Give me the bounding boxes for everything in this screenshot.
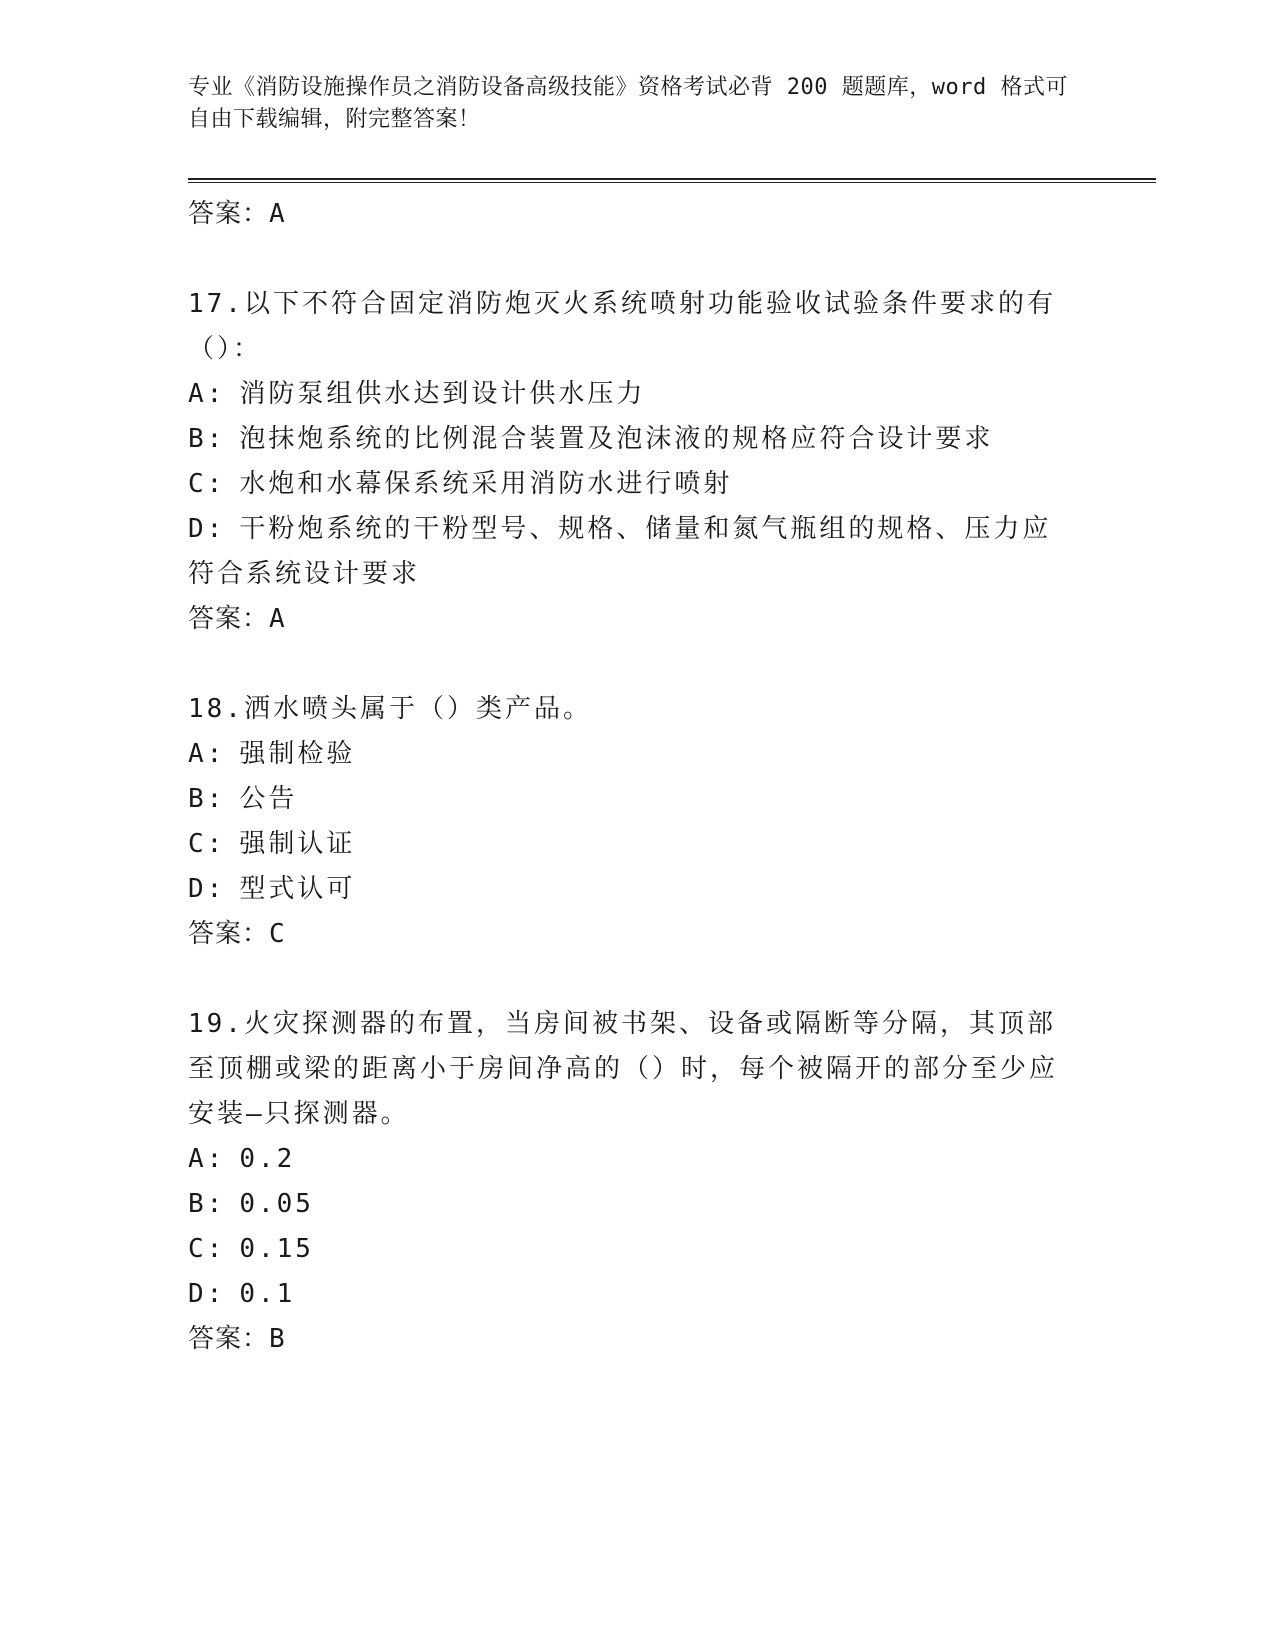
- option-a: [188, 372, 1068, 417]
- question-title: 18.洒水喷头属于（）类产品。: [188, 694, 592, 724]
- option-b: [188, 417, 1068, 462]
- question-19: [188, 1002, 1088, 1361]
- question-list: [188, 192, 1088, 1361]
- answer-line: [188, 912, 1088, 956]
- question-title: 19.火灾探测器的布置，当房间被书架、设备或隔断等分隔，其顶部至顶棚或梁的距离小于房间净高的（）时，每个被隔开的部分至少应安装—只探测器。: [188, 1009, 1059, 1129]
- option-c: [188, 1227, 1068, 1272]
- answer-label: 答案：: [188, 1324, 270, 1354]
- option-text: 水炮和水幕保系统采用消防水进行喷射: [239, 469, 733, 499]
- option-text: 0.2: [239, 1144, 296, 1174]
- option-d: [188, 1272, 1068, 1317]
- question-title: 17.以下不符合固定消防炮灭火系统喷射功能验收试验条件要求的有（）：: [188, 289, 1056, 364]
- header-divider: [188, 178, 1156, 184]
- option-d: [188, 867, 1068, 912]
- answer-value: A: [269, 604, 286, 634]
- option-letter: A:: [188, 1144, 226, 1174]
- option-letter: D:: [188, 514, 226, 544]
- answer-label: 答案：: [188, 919, 270, 949]
- option-b: [188, 777, 1068, 822]
- answer-line: [188, 1317, 1088, 1361]
- option-letter: C:: [188, 1234, 226, 1264]
- option-letter: D:: [188, 1279, 226, 1309]
- page-header: 专业《消防设施操作员之消防设备高级技能》资格考试必背 200 题题库，word 格式可自由下载编辑，附完整答案！: [188, 75, 1068, 132]
- question-18: [188, 687, 1088, 956]
- option-text: 干粉炮系统的干粉型号、规格、储量和氮气瓶组的规格、压力应符合系统设计要求: [188, 514, 1052, 589]
- answer-label: 答案：: [188, 604, 270, 634]
- option-letter: C:: [188, 469, 226, 499]
- option-a: [188, 732, 1068, 777]
- option-a: [188, 1137, 1068, 1182]
- answer-value: A: [269, 199, 286, 229]
- option-letter: D:: [188, 874, 226, 904]
- option-text: 强制检验: [239, 739, 356, 769]
- option-b: [188, 1182, 1068, 1227]
- option-text: 0.1: [239, 1279, 296, 1309]
- option-text: 型式认可: [239, 874, 356, 904]
- option-c: [188, 462, 1068, 507]
- header-divider-thin: [188, 182, 1156, 183]
- option-d: [188, 507, 1068, 597]
- option-c: [188, 822, 1068, 867]
- answer-value: B: [269, 1324, 286, 1354]
- answer-label: 答案：: [188, 199, 270, 229]
- option-letter: B:: [188, 1189, 226, 1219]
- option-text: 0.05: [239, 1189, 314, 1219]
- header-divider-thick: [188, 178, 1156, 180]
- answer-line: [188, 192, 1088, 236]
- question-17: [188, 282, 1088, 641]
- option-text: 消防泵组供水达到设计供水压力: [239, 379, 646, 409]
- option-letter: B:: [188, 784, 226, 814]
- option-text: 泡抹炮系统的比例混合装置及泡沫液的规格应符合设计要求: [239, 424, 994, 454]
- option-letter: A:: [188, 739, 226, 769]
- option-text: 强制认证: [239, 829, 356, 859]
- option-letter: A:: [188, 379, 226, 409]
- answer-value: C: [269, 919, 286, 949]
- answer-line: [188, 597, 1088, 641]
- option-text: 0.15: [239, 1234, 314, 1264]
- option-letter: B:: [188, 424, 226, 454]
- option-letter: C:: [188, 829, 226, 859]
- option-text: 公告: [239, 784, 298, 814]
